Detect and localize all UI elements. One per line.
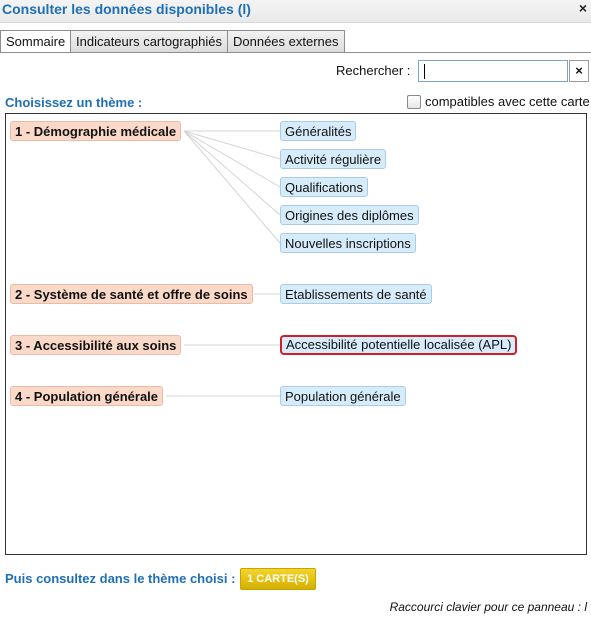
window-title: Consulter les données disponibles (l) — [2, 1, 251, 17]
theme-population-generale[interactable]: 4 - Population générale — [10, 386, 163, 406]
subtheme-etablissements-sante[interactable]: Etablissements de santé — [280, 284, 432, 304]
clear-search-icon[interactable]: × — [569, 60, 589, 82]
tab-indicateurs-cartographies[interactable]: Indicateurs cartographiés — [70, 30, 228, 52]
tab-sommaire[interactable]: Sommaire — [0, 30, 71, 53]
subtheme-origines-diplomes[interactable]: Origines des diplômes — [280, 205, 419, 225]
theme-systeme-sante[interactable]: 2 - Système de santé et offre de soins — [10, 284, 253, 304]
subtheme-nouvelles-inscriptions[interactable]: Nouvelles inscriptions — [280, 233, 416, 253]
window-titlebar — [0, 0, 591, 23]
theme-accessibilite-soins[interactable]: 3 - Accessibilité aux soins — [10, 335, 181, 355]
tab-divider — [0, 52, 591, 53]
choose-theme-heading: Choisissez un thème : — [5, 95, 143, 110]
subtheme-apl[interactable]: Accessibilité potentielle localisée (APL) — [280, 335, 517, 355]
theme-demographie-medicale[interactable]: 1 - Démographie médicale — [10, 121, 181, 141]
compatible-checkbox[interactable] — [407, 95, 421, 109]
close-icon[interactable]: × — [578, 0, 587, 16]
subtheme-qualifications[interactable]: Qualifications — [280, 177, 368, 197]
keyboard-shortcut-hint: Raccourci clavier pour ce panneau : l — [389, 600, 587, 614]
search-label: Rechercher : — [336, 63, 411, 78]
subtheme-population-generale[interactable]: Population générale — [280, 386, 406, 406]
subtheme-generalites[interactable]: Généralités — [280, 121, 356, 141]
cartes-button[interactable]: 1 CARTE(S) — [240, 568, 316, 590]
subtheme-activite-reguliere[interactable]: Activité régulière — [280, 149, 386, 169]
search-input[interactable] — [418, 60, 568, 82]
compatible-label: compatibles avec cette carte — [425, 94, 590, 109]
tab-donnees-externes[interactable]: Données externes — [227, 30, 345, 52]
text-cursor — [424, 64, 425, 79]
consult-label: Puis consultez dans le thème choisi : — [5, 571, 236, 586]
